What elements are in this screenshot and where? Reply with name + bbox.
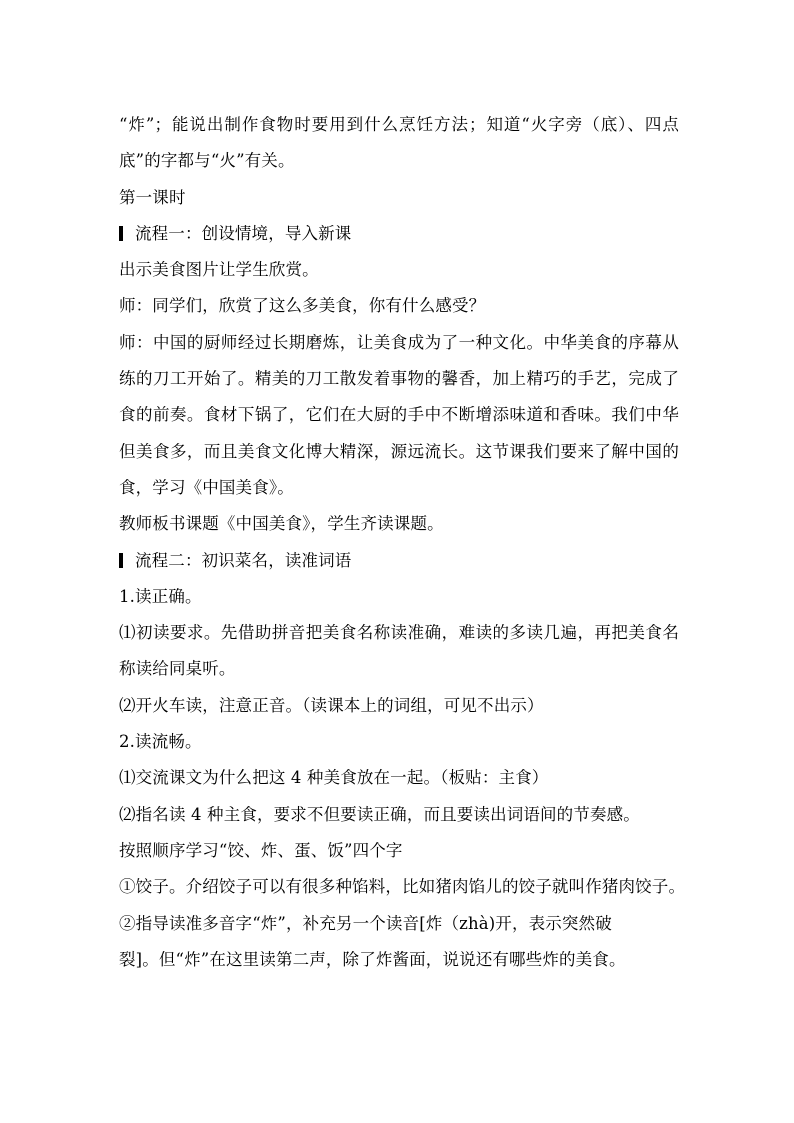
text-line <box>119 288 679 324</box>
line-text: 流程二：初识菜名，读准词语 <box>135 550 352 570</box>
text-line <box>119 615 679 651</box>
line-text: 食，学习《中国美食》。 <box>119 477 294 497</box>
section-marker-icon <box>119 226 123 241</box>
line-text: 食的前奏。食材下锅了，它们在大厨的手中不断增添味道和香味。我们中华 <box>119 405 679 425</box>
text-line <box>119 325 679 361</box>
line-text: ①饺子。介绍饺子可以有很多种馅料，比如猪肉馅儿的饺子就叫作猪肉饺子。 <box>119 877 686 897</box>
text-line <box>119 434 679 470</box>
text-line <box>119 361 679 397</box>
text-line <box>119 869 686 905</box>
line-text: 但美食多，而且美食文化博大精深，源远流长。这节课我们要来了解中国的 <box>119 441 679 461</box>
line-text: 练的刀工开始了。精美的刀工散发着事物的馨香，加上精巧的手艺，完成了 <box>119 369 679 389</box>
text-line <box>119 942 679 978</box>
line-text: 底”的字都与“火”有关。 <box>119 151 295 171</box>
line-text: 1.读正确。 <box>119 586 202 606</box>
section-heading <box>119 543 679 579</box>
text-line <box>119 252 679 288</box>
line-text: 出示美食图片让学生欣赏。 <box>119 260 319 280</box>
text-line <box>119 724 679 760</box>
text-line <box>119 579 679 615</box>
line-text: 2.读流畅。 <box>119 732 202 752</box>
line-text: 师：同学们，欣赏了这么多美食，你有什么感受？ <box>119 296 486 316</box>
text-line <box>119 143 679 179</box>
line-text: 称读给同桌听。 <box>119 659 236 679</box>
text-line <box>119 833 679 869</box>
line-text: 按照顺序学习“饺、炸、蛋、饭”四个字 <box>119 840 403 860</box>
line-text: “炸”；能说出制作食物时要用到什么烹饪方法；知道“火字旁（底）、四点 <box>119 115 679 134</box>
line-text: ⑵指名读 4 种主食，要求不但要读正确，而且要读出词语间的节奏感。 <box>119 804 640 824</box>
text-line <box>119 651 679 687</box>
line-text: ⑴交流课文为什么把这 4 种美食放在一起。（板贴：主食） <box>119 768 549 788</box>
line-text: 第一课时 <box>119 187 186 207</box>
line-text: ⑵开火车读，注意正音。（读课本上的词组，可见不出示） <box>119 695 544 715</box>
text-line <box>119 688 679 724</box>
section-marker-icon <box>119 553 123 568</box>
text-line <box>119 180 679 216</box>
text-line <box>119 397 679 433</box>
line-text: ⑴初读要求。先借助拼音把美食名称读准确，难读的多读几遍，再把美食名 <box>119 623 679 643</box>
line-text: ②指导读准多音字“炸”，补充另一个读音[炸（zhà)开，表示突然破 <box>119 913 612 933</box>
text-line <box>119 760 679 796</box>
line-text: 师：中国的厨师经过长期磨炼，让美食成为了一种文化。中华美食的序幕从 <box>119 332 679 352</box>
text-line <box>119 470 679 506</box>
text-line <box>119 906 679 942</box>
line-text: 教师板书课题《中国美食》，学生齐读课题。 <box>119 514 444 534</box>
text-line <box>119 506 679 542</box>
text-line <box>119 107 679 143</box>
line-text: 裂]。但“炸”在这里读第二声，除了炸酱面，说说还有哪些炸的美食。 <box>119 949 626 969</box>
section-heading <box>119 216 679 252</box>
line-text: 流程一：创设情境，导入新课 <box>135 223 352 243</box>
document-body <box>119 107 686 978</box>
text-line <box>119 797 679 833</box>
